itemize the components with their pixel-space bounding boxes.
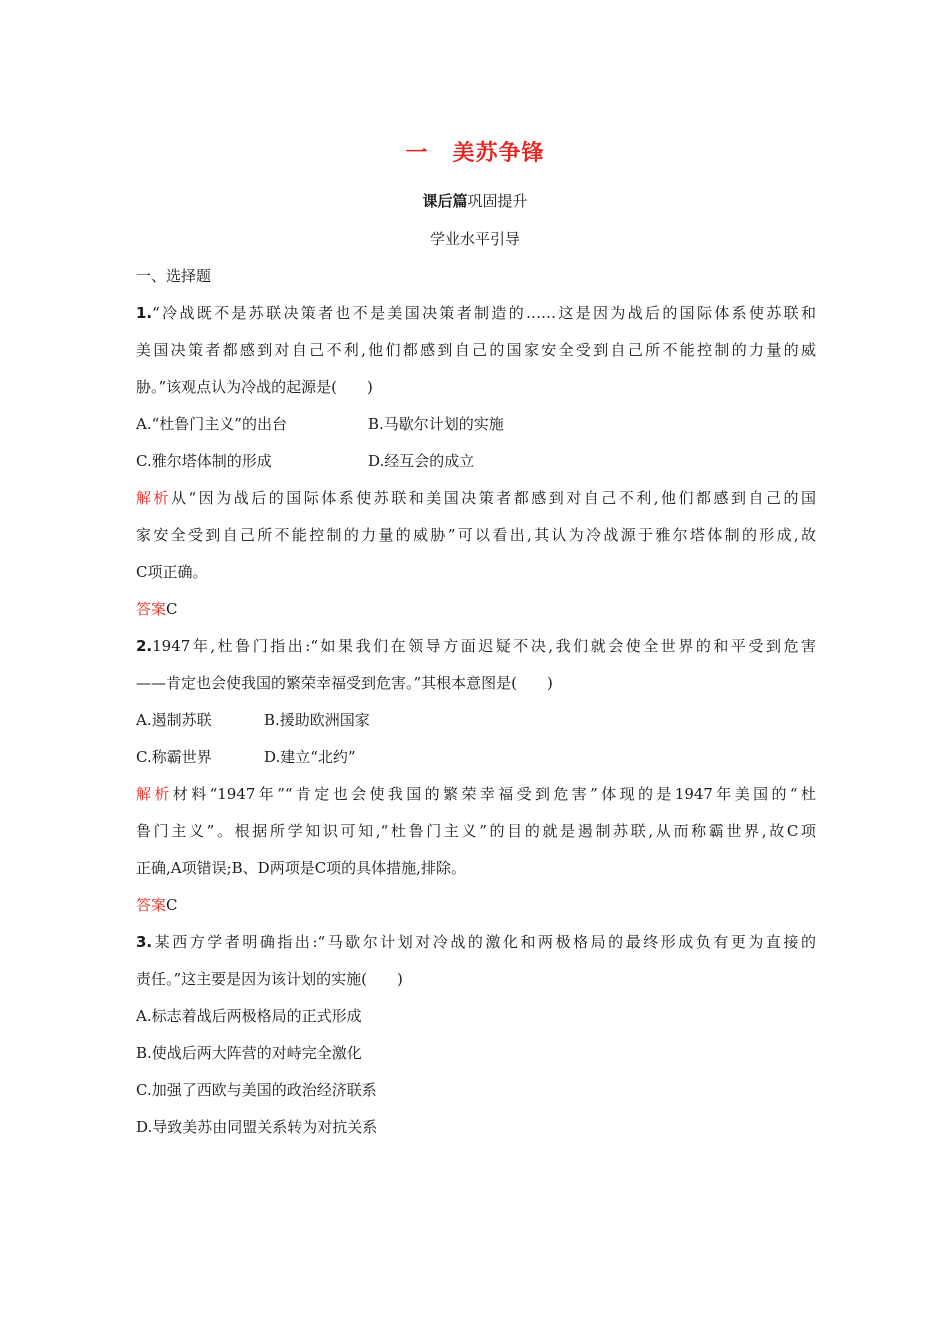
q3-line-1 (136, 924, 816, 961)
q3-option-d: D.导致美苏由同盟关系转为对抗关系 (136, 1118, 378, 1136)
q2-number: 2. (136, 637, 153, 655)
q2-answer-label: 答案 (136, 896, 167, 914)
q2-analysis-line-1 (136, 776, 816, 813)
subtitle-bold: 课后篇 (422, 192, 468, 210)
q2-text-1: 1947年,杜鲁门指出:“如果我们在领导方面迟疑不决,我们就会使全世界的和平受到危害 (152, 637, 816, 655)
q1-analysis-line-2: 家安全受到自己所不能控制的力量的威胁”可以看出,其认为冷战源于雅尔塔体制的形成,故 (136, 526, 816, 544)
q1-analysis-line-1 (136, 480, 816, 517)
q2-line-2: ——肯定也会使我国的繁荣幸福受到危害。”其根本意图是( ) (136, 674, 553, 692)
q3-line-2: 责任。”这主要是因为该计划的实施( ) (136, 970, 403, 988)
section-title: 学业水平引导 (429, 230, 520, 248)
q2-line-1 (136, 628, 816, 665)
q3-option-b: B.使战后两大阵营的对峙完全激化 (136, 1044, 362, 1062)
q1-line-3: 胁。”该观点认为冷战的起源是( ) (136, 378, 373, 396)
q1-answer-value: C (166, 600, 178, 618)
q1-option-d: D.经互会的成立 (368, 452, 475, 470)
q1-option-c: C.雅尔塔体制的形成 (136, 452, 272, 470)
q1-analysis-text-1: 从“因为战后的国际体系使苏联和美国决策者都感到对自己不利,他们都感到自己的国 (171, 489, 816, 507)
q1-number: 1. (136, 304, 153, 322)
q2-analysis-line-2: 鲁门主义”。根据所学知识可知,“杜鲁门主义”的目的就是遏制苏联,从而称霸世界,故C项 (136, 822, 816, 840)
q2-analysis-label: 解析 (136, 785, 173, 803)
q2-answer-value: C (166, 896, 178, 914)
q2-analysis-text-1: 材料“1947年”“肯定也会使我国的繁荣幸福受到危害”体现的是1947年美国的“杜 (172, 785, 816, 803)
q2-option-d: D.建立“北约” (264, 748, 356, 766)
q2-option-b: B.援助欧洲国家 (264, 711, 370, 729)
title-text: 美苏争锋 (452, 141, 545, 166)
subtitle-rest: 巩固提升 (467, 192, 528, 210)
q1-options-row-1 (136, 406, 816, 443)
page-title (0, 136, 950, 167)
q3-option-c: C.加强了西欧与美国的政治经济联系 (136, 1081, 377, 1099)
subtitle (0, 190, 950, 211)
q1-answer (136, 591, 816, 628)
q2-answer (136, 887, 816, 924)
part-heading: 一、选择题 (136, 267, 212, 285)
q1-text-1: “冷战既不是苏联决策者也不是美国决策者制造的……这是因为战后的国际体系使苏联和 (152, 304, 816, 322)
title-number: 一 (405, 141, 429, 166)
q2-option-a: A.遏制苏联 (136, 711, 212, 729)
q2-option-c: C.称霸世界 (136, 748, 212, 766)
q1-option-b: B.马歇尔计划的实施 (368, 415, 504, 433)
q1-analysis-label: 解析 (136, 489, 172, 507)
q3-text-1: 某西方学者明确指出:“马歇尔计划对冷战的激化和两极格局的最终形成负有更为直接的 (152, 933, 816, 951)
q2-options-row-2 (136, 739, 816, 776)
q2-analysis-line-3: 正确,A项错误;B、D两项是C项的具体措施,排除。 (136, 859, 466, 877)
q1-answer-label: 答案 (136, 600, 167, 618)
q2-options-row-1 (136, 702, 816, 739)
q1-line-2: 美国决策者都感到对自己不利,他们都感到自己的国家安全受到自己所不能控制的力量的威 (136, 341, 816, 359)
q3-number: 3. (136, 933, 153, 951)
q1-line-1 (136, 295, 816, 332)
question-content (136, 258, 816, 1146)
q1-option-a: A.“杜鲁门主义”的出台 (136, 415, 287, 433)
q1-options-row-2 (136, 443, 816, 480)
q1-analysis-line-3: C项正确。 (136, 563, 208, 581)
q3-option-a: A.标志着战后两极格局的正式形成 (136, 1007, 362, 1025)
